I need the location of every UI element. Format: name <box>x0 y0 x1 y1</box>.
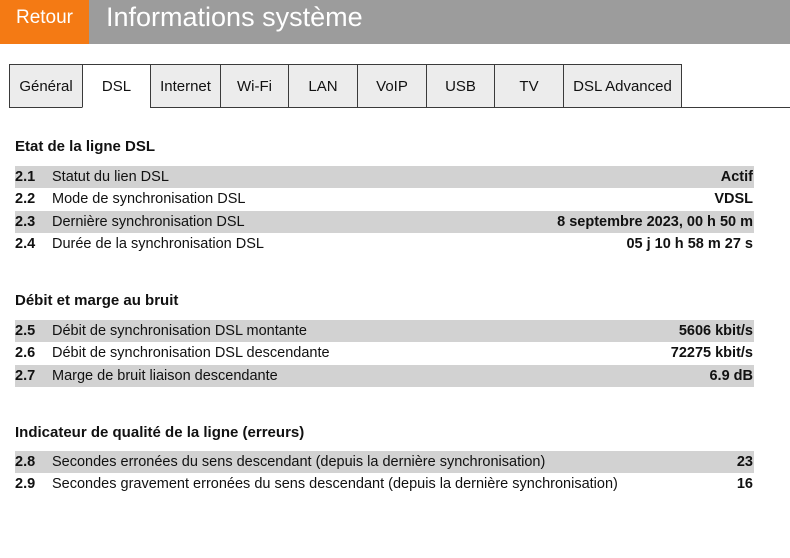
table-row <box>15 473 754 495</box>
table-row <box>15 211 754 233</box>
row-number: 2.3 <box>15 214 36 230</box>
section-title-rate-margin: Débit et marge au bruit <box>15 292 179 309</box>
row-label: Durée de la synchronisation DSL <box>52 236 264 252</box>
row-number: 2.5 <box>15 323 36 339</box>
row-value: 16 <box>736 476 753 492</box>
tab-voip[interactable]: VoIP <box>357 64 426 108</box>
table-row <box>15 188 754 210</box>
row-number: 2.6 <box>15 345 36 361</box>
row-value: 5606 kbit/s <box>678 323 753 339</box>
tab-general[interactable]: Général <box>9 64 82 108</box>
row-value: 6.9 dB <box>709 368 753 384</box>
tab-wifi[interactable]: Wi-Fi <box>220 64 288 108</box>
row-value: 23 <box>736 454 753 470</box>
table-row <box>15 166 754 188</box>
table-row <box>15 233 754 255</box>
row-label: Débit de synchronisation DSL montante <box>52 323 307 339</box>
row-label: Secondes erronées du sens descendant (depuis la dernière synchronisation) <box>52 454 546 470</box>
row-value: 72275 kbit/s <box>670 345 753 361</box>
tab-usb[interactable]: USB <box>426 64 494 108</box>
tab-lan[interactable]: LAN <box>288 64 357 108</box>
section-title-dsl-state: Etat de la ligne DSL <box>15 138 156 155</box>
row-value: Actif <box>720 169 753 185</box>
tab-baseline <box>682 107 790 108</box>
tab-bar <box>9 64 682 108</box>
table-row <box>15 365 754 387</box>
row-number: 2.8 <box>15 454 36 470</box>
table-row <box>15 342 754 364</box>
row-value: 05 j 10 h 58 m 27 s <box>626 236 753 252</box>
row-label: Dernière synchronisation DSL <box>52 214 245 230</box>
tab-internet[interactable]: Internet <box>150 64 220 108</box>
row-number: 2.9 <box>15 476 36 492</box>
tab-tv[interactable]: TV <box>494 64 563 108</box>
row-label: Débit de synchronisation DSL descendante <box>52 345 330 361</box>
tab-dsl[interactable]: DSL <box>82 64 150 108</box>
tab-dsl-advanced[interactable]: DSL Advanced <box>563 64 682 108</box>
table-row <box>15 320 754 342</box>
row-label: Mode de synchronisation DSL <box>52 191 246 207</box>
section-title-line-quality: Indicateur de qualité de la ligne (erreurs) <box>15 424 305 441</box>
row-value: 8 septembre 2023, 00 h 50 m <box>557 214 753 230</box>
row-number: 2.4 <box>15 236 36 252</box>
table-row <box>15 451 754 473</box>
row-number: 2.7 <box>15 368 36 384</box>
row-value: VDSL <box>714 191 753 207</box>
row-number: 2.1 <box>15 169 36 185</box>
back-button[interactable]: Retour <box>0 0 89 44</box>
row-label: Statut du lien DSL <box>52 169 169 185</box>
row-label: Marge de bruit liaison descendante <box>52 368 278 384</box>
page-title: Informations système <box>106 2 363 32</box>
row-number: 2.2 <box>15 191 36 207</box>
row-label: Secondes gravement erronées du sens descendant (depuis la dernière synchronisation) <box>52 476 618 492</box>
top-bar <box>0 0 790 44</box>
